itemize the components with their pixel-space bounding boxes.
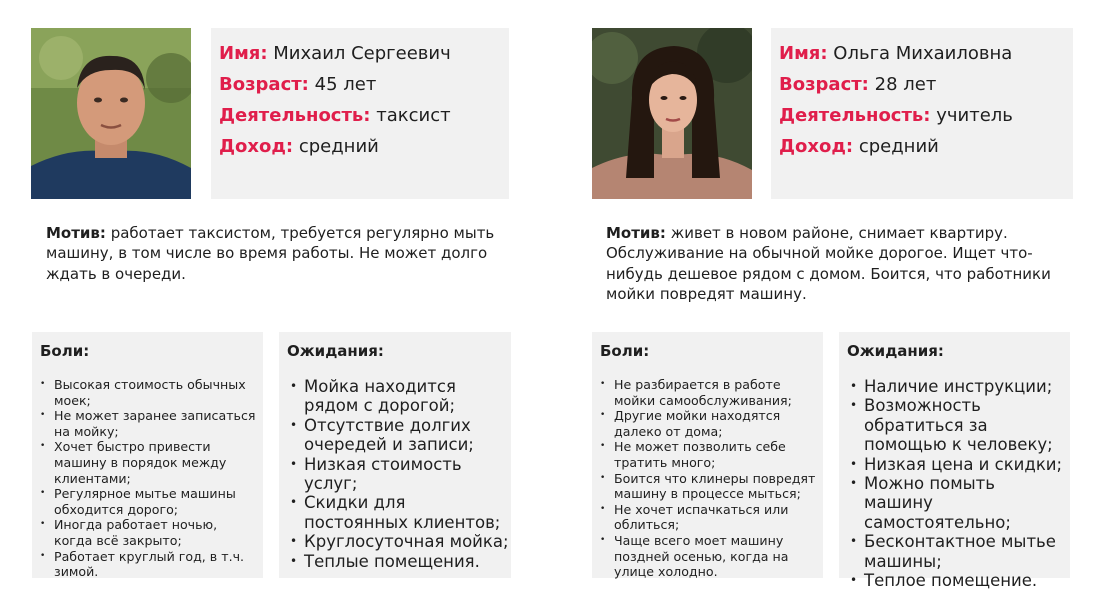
persona-photo: [592, 28, 752, 199]
info-label: Доход:: [219, 136, 294, 157]
info-label: Имя:: [219, 43, 268, 64]
info-name: [779, 38, 1073, 69]
list-item: • Высокая стоимость обычных моек;: [40, 377, 259, 408]
expectations-title: Ожидания:: [287, 342, 384, 360]
info-age: [779, 69, 1073, 100]
list-item: • Чаще всего моет машину поздней осенью, когда на улице холодно.: [600, 533, 819, 580]
info-label: Деятельность:: [219, 105, 371, 126]
pains-card: [592, 332, 823, 578]
motive-body: работает таксистом, требуется регулярно мыть машину, в том числе во время работы. Не может долго ждать в очереди.: [46, 224, 495, 283]
list-item: • Не может позволить себе тратить много;: [600, 439, 819, 470]
info-value: средний: [858, 136, 939, 157]
list-item: • Теплое помещение.: [849, 571, 1068, 590]
list-item: • Работает круглый год, в т.ч. зимой.: [40, 549, 259, 580]
expectations-card: [279, 332, 511, 578]
motive-body: живет в новом районе, снимает квартиру. Обслуживание на обычной мойке дорогое. Ищет что-нибудь дешевое рядом с домом. Боится, что работники мойки повредят машину.: [606, 224, 1051, 303]
info-value: 45 лет: [314, 74, 377, 95]
list-item: • Отсутствие долгих очередей и записи;: [289, 416, 509, 455]
list-item: • Иногда работает ночью, когда всё закрыто;: [40, 517, 259, 548]
persona-photo: [31, 28, 191, 199]
list-item: • Можно помыть машину самостоятельно;: [849, 474, 1068, 532]
list-item: • Наличие инструкции;: [849, 377, 1068, 396]
pains-list: [40, 377, 259, 580]
list-item: • Не хочет испачкаться или облиться;: [600, 502, 819, 533]
info-value: 28 лет: [874, 74, 937, 95]
info-label: Возраст:: [779, 74, 869, 95]
info-label: Имя:: [779, 43, 828, 64]
expectations-list: [289, 377, 509, 571]
pains-title: Боли:: [40, 342, 90, 360]
info-age: [219, 69, 509, 100]
expectations-list: [849, 377, 1068, 590]
pains-title: Боли:: [600, 342, 650, 360]
list-item: • Боится что клинеры повредят машину в процессе мыться;: [600, 471, 819, 502]
info-value: учитель: [936, 105, 1013, 126]
persona-info-panel: [211, 28, 509, 199]
motive-text: [606, 223, 1066, 304]
info-name: [219, 38, 509, 69]
list-item: • Мойка находится рядом с дорогой;: [289, 377, 509, 416]
list-item: • Скидки для постоянных клиентов;: [289, 493, 509, 532]
list-item: • Низкая цена и скидки;: [849, 455, 1068, 474]
pains-card: [32, 332, 263, 578]
list-item: • Низкая стоимость услуг;: [289, 455, 509, 494]
info-label: Возраст:: [219, 74, 309, 95]
motive-label: Мотив:: [606, 224, 666, 242]
info-value: средний: [298, 136, 379, 157]
list-item: • Теплые помещения.: [289, 552, 509, 571]
persona-info-panel: [771, 28, 1073, 199]
info-value: Михаил Сергеевич: [273, 43, 451, 64]
pains-list: [600, 377, 819, 580]
info-income: [779, 131, 1073, 162]
list-item: • Не может заранее записаться на мойку;: [40, 408, 259, 439]
info-occupation: [219, 100, 509, 131]
info-label: Деятельность:: [779, 105, 931, 126]
motive-text: [46, 223, 496, 284]
expectations-card: [839, 332, 1070, 591]
list-item: • Регулярное мытье машины обходится дорого;: [40, 486, 259, 517]
list-item: • Другие мойки находятся далеко от дома;: [600, 408, 819, 439]
list-item: • Возможность обратиться за помощью к человеку;: [849, 396, 1068, 454]
motive-label: Мотив:: [46, 224, 106, 242]
list-item: • Круглосуточная мойка;: [289, 532, 509, 551]
list-item: • Хочет быстро привести машину в порядок между клиентами;: [40, 439, 259, 486]
info-label: Доход:: [779, 136, 854, 157]
info-income: [219, 131, 509, 162]
list-item: • Бесконтактное мытье машины;: [849, 532, 1068, 571]
info-value: Ольга Михаиловна: [833, 43, 1013, 64]
info-occupation: [779, 100, 1073, 131]
info-value: таксист: [376, 105, 451, 126]
list-item: • Не разбирается в работе мойки самообслуживания;: [600, 377, 819, 408]
expectations-title: Ожидания:: [847, 342, 944, 360]
